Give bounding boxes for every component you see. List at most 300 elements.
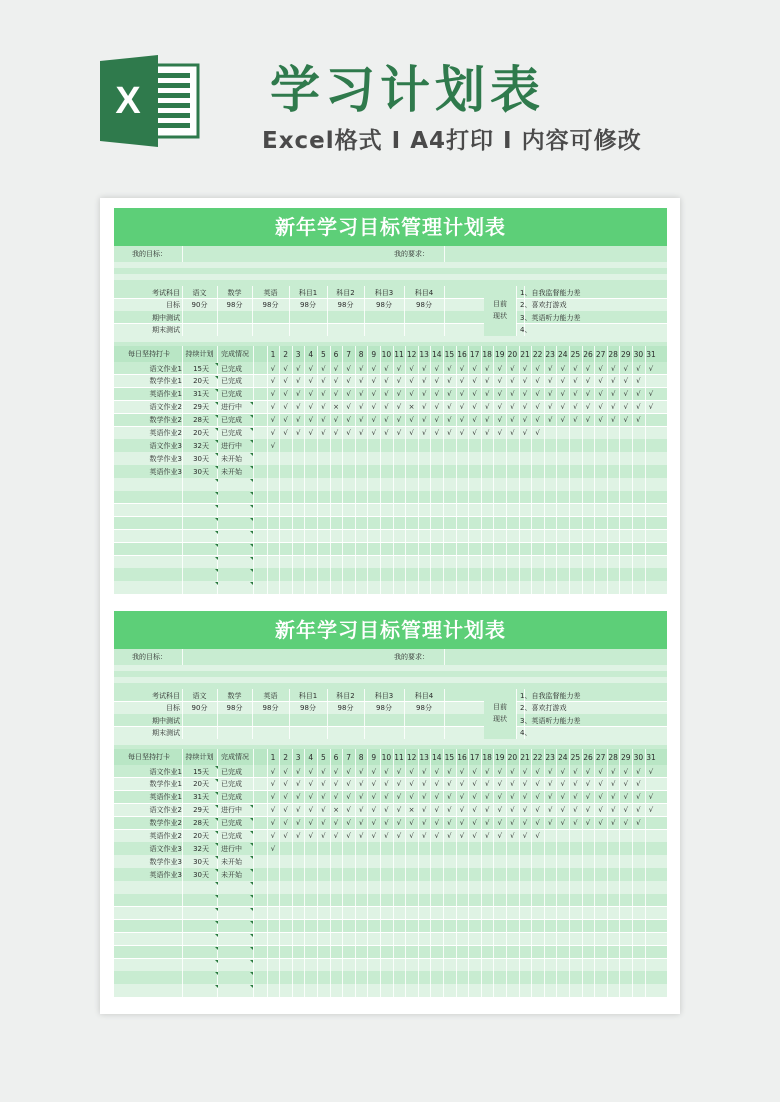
check-mark: √ [610,819,616,828]
task-status: 未开始 [221,870,242,879]
check-mark: √ [472,806,477,815]
target-label: 目标 [166,704,180,712]
check-mark: √ [346,767,351,776]
check-mark: √ [636,819,641,828]
subject-name: 科目3 [374,288,394,297]
check-mark: √ [510,832,515,840]
dropdown-marker[interactable] [250,818,253,821]
dropdown-marker[interactable] [215,389,218,392]
dropdown-marker[interactable] [215,921,218,924]
dropdown-marker[interactable] [250,428,253,431]
check-mark: √ [295,390,301,399]
check-mark: √ [396,416,402,425]
check-mark: √ [409,390,414,399]
check-mark: √ [270,441,276,450]
check-mark: √ [371,832,377,840]
check-mark: √ [321,403,326,412]
check-mark: √ [295,832,301,840]
check-mark: √ [308,364,314,373]
sheet-title: 新年学习目标管理计划表 [114,208,667,246]
target-score: 98分 [337,704,354,712]
day-number: 5 [321,349,326,359]
dropdown-marker[interactable] [250,882,253,885]
dropdown-marker[interactable] [215,453,218,456]
check-mark: √ [295,780,301,789]
day-number: 17 [469,349,480,359]
check-mark: √ [283,819,288,828]
check-mark: √ [421,767,427,776]
grid-row [114,971,667,984]
target-score: 98分 [226,301,243,309]
dropdown-marker[interactable] [215,818,218,821]
check-mark: √ [321,793,326,802]
task-name: 英语作业3 [149,467,182,476]
column-divider [444,649,445,665]
check-mark: √ [459,377,465,386]
check-mark: × [408,403,415,412]
target-score: 90分 [191,704,208,712]
dropdown-marker[interactable] [250,402,253,405]
task-status: 进行中 [221,806,242,815]
check-mark: √ [510,416,515,425]
task-duration: 32天 [193,844,209,853]
dropdown-marker[interactable] [250,518,253,521]
dropdown-marker[interactable] [250,479,253,482]
check-mark: √ [560,780,566,789]
check-mark: √ [560,819,566,828]
sheet-title: 新年学习目标管理计划表 [114,611,667,649]
check-mark: √ [333,429,339,437]
check-mark: √ [484,793,490,802]
check-mark: √ [283,806,288,815]
check-mark: √ [484,832,490,840]
check-mark: √ [547,403,553,412]
check-mark: √ [447,377,452,386]
dropdown-marker[interactable] [215,792,218,795]
day-number: 13 [419,349,429,359]
completion-header: 完成情况 [221,350,249,358]
dropdown-marker[interactable] [215,363,218,366]
check-mark: √ [434,793,440,802]
task-duration: 20天 [193,832,209,840]
check-mark: √ [283,793,288,802]
check-mark: √ [610,806,616,815]
dropdown-marker[interactable] [250,805,253,808]
dropdown-marker[interactable] [215,479,218,482]
day-number: 1 [270,752,276,762]
day-number: 25 [570,752,581,762]
dropdown-marker[interactable] [215,947,218,950]
dropdown-marker[interactable] [215,843,218,846]
target-score: 98分 [376,704,392,712]
check-mark: √ [371,390,377,399]
check-mark: √ [295,416,301,425]
check-mark: √ [598,364,603,373]
check-mark: √ [472,416,477,425]
check-mark: √ [497,429,503,437]
task-name: 数学作业2 [149,819,182,828]
dropdown-marker[interactable] [215,466,218,469]
dropdown-marker[interactable] [215,505,218,508]
check-mark: √ [409,416,414,425]
day-number: 19 [495,349,505,359]
check-mark: √ [346,364,351,373]
checkin-header: 每日坚持打卡 [128,753,170,761]
check-mark: √ [610,377,616,386]
task-status: 未开始 [221,454,242,463]
grid-row [114,727,667,740]
dropdown-marker[interactable] [250,505,253,508]
check-mark: √ [585,403,591,412]
dropdown-marker[interactable] [250,557,253,560]
check-mark: √ [560,793,566,802]
check-mark: √ [447,780,452,789]
dropdown-marker[interactable] [215,518,218,521]
task-duration: 15天 [193,364,209,373]
check-mark: √ [547,377,553,386]
dropdown-marker[interactable] [250,531,253,534]
check-mark: √ [283,390,288,399]
check-mark: √ [623,364,629,373]
check-mark: √ [270,832,276,840]
dropdown-marker[interactable] [250,466,253,469]
check-mark: √ [560,767,566,776]
midterm-label: 期中测试 [152,716,180,725]
dropdown-marker[interactable] [250,569,253,572]
check-mark: √ [270,403,276,412]
check-mark: √ [585,819,591,828]
check-mark: √ [623,377,629,386]
check-mark: √ [308,793,314,802]
status-item: 2、喜欢打游戏 [520,301,567,309]
check-mark: √ [472,390,477,399]
day-number: 22 [532,752,543,762]
check-mark: √ [358,429,364,437]
check-mark: √ [522,806,528,815]
final-label: 期末测试 [152,729,180,737]
task-name: 数学作业1 [149,377,182,386]
dropdown-marker[interactable] [215,869,218,872]
dropdown-marker[interactable] [250,492,253,495]
dropdown-marker[interactable] [215,766,218,769]
check-mark: √ [497,793,503,802]
check-mark: √ [308,819,314,828]
check-mark: √ [421,806,427,815]
check-mark: √ [371,806,377,815]
dropdown-marker[interactable] [250,985,253,988]
check-mark: √ [573,403,578,412]
check-mark: √ [396,429,402,437]
check-mark: √ [283,429,288,437]
page-subtitle: Excel格式 I A4打印 I 内容可修改 [262,128,642,154]
check-mark: √ [497,832,503,840]
dropdown-marker[interactable] [250,934,253,937]
dropdown-marker[interactable] [250,582,253,585]
task-status: 已完成 [221,390,242,399]
subject-name: 科目4 [414,691,434,700]
check-mark: √ [396,403,402,412]
check-mark: √ [497,416,503,425]
dropdown-marker[interactable] [250,960,253,963]
subject-name: 英语 [263,691,278,700]
dropdown-marker[interactable] [215,569,218,572]
dropdown-marker[interactable] [215,402,218,405]
check-mark: √ [636,403,641,412]
task-duration: 30天 [193,870,209,879]
check-mark: √ [535,819,540,828]
check-mark: √ [371,364,377,373]
target-score: 98分 [262,301,279,309]
row-divider [114,997,667,998]
dropdown-marker[interactable] [250,843,253,846]
check-mark: √ [497,390,503,399]
dropdown-marker[interactable] [215,779,218,782]
task-duration: 28天 [193,819,209,828]
grid-row [114,907,667,920]
task-name: 语文作业2 [149,403,182,412]
day-number: 28 [608,752,618,762]
dropdown-marker[interactable] [250,440,253,443]
target-score: 98分 [376,301,392,309]
check-mark: √ [573,806,578,815]
check-mark: √ [333,364,339,373]
check-mark: √ [396,780,402,789]
final-label: 期末测试 [152,326,180,334]
status-label-2: 现状 [493,715,507,723]
check-mark: √ [510,767,515,776]
check-mark: √ [510,364,515,373]
dropdown-marker[interactable] [215,972,218,975]
my-requirement-label: 我的要求： [394,250,429,258]
check-mark: √ [535,832,540,840]
check-mark: √ [547,767,553,776]
task-duration: 31天 [193,390,209,399]
check-mark: √ [535,793,540,802]
check-mark: √ [472,364,477,373]
dropdown-marker[interactable] [215,960,218,963]
check-mark: √ [585,416,591,425]
task-duration: 15天 [193,767,209,776]
day-number: 29 [621,349,631,359]
dropdown-marker[interactable] [250,972,253,975]
check-mark: √ [623,806,629,815]
day-number: 23 [545,349,555,359]
task-status: 已完成 [221,819,242,828]
check-mark: √ [535,377,540,386]
check-mark: √ [610,403,616,412]
check-mark: √ [598,403,603,412]
check-mark: √ [358,416,364,425]
day-number: 3 [295,752,301,762]
check-mark: √ [560,403,566,412]
grid-row [114,478,667,491]
check-mark: √ [321,429,326,437]
grid-row [114,568,667,581]
dropdown-marker[interactable] [250,544,253,547]
dropdown-marker[interactable] [250,895,253,898]
dropdown-marker[interactable] [215,934,218,937]
check-mark: √ [434,780,440,789]
dropdown-marker[interactable] [250,831,253,834]
day-number: 15 [444,349,455,359]
plan-sheet-2 [114,611,667,1004]
check-mark: √ [346,429,351,437]
check-mark: √ [358,780,364,789]
task-status: 未开始 [221,467,242,476]
check-mark: √ [384,806,389,815]
dropdown-marker[interactable] [215,531,218,534]
check-mark: √ [484,780,490,789]
check-mark: √ [409,429,414,437]
dropdown-marker[interactable] [215,908,218,911]
check-mark: √ [547,793,553,802]
day-number: 30 [633,349,644,359]
check-mark: √ [321,806,326,815]
check-mark: √ [384,780,389,789]
check-mark: √ [321,416,326,425]
task-status: 已完成 [221,429,242,437]
status-item: 1、自我监督能力差 [520,691,581,700]
check-mark: √ [371,767,377,776]
dropdown-marker[interactable] [250,856,253,859]
target-score: 90分 [191,301,208,309]
task-name: 英语作业1 [149,390,182,399]
check-mark: √ [497,403,503,412]
dropdown-marker[interactable] [215,544,218,547]
dropdown-marker[interactable] [215,440,218,443]
check-mark: √ [346,832,351,840]
task-name: 语文作业3 [149,844,182,853]
dropdown-marker[interactable] [250,921,253,924]
check-mark: √ [623,403,629,412]
task-duration: 32天 [193,441,209,450]
check-mark: √ [409,377,414,386]
day-number: 4 [308,752,314,762]
check-mark: √ [371,780,377,789]
dropdown-marker[interactable] [215,376,218,379]
dropdown-marker[interactable] [215,831,218,834]
status-item: 2、喜欢打游戏 [520,704,567,712]
check-mark: √ [384,364,389,373]
dropdown-marker[interactable] [215,557,218,560]
check-mark: √ [358,806,364,815]
check-mark: √ [358,819,364,828]
check-mark: √ [623,819,629,828]
check-mark: √ [295,377,301,386]
status-item: 4、 [520,326,532,334]
day-number: 26 [583,349,593,359]
dropdown-marker[interactable] [250,453,253,456]
dropdown-marker[interactable] [215,492,218,495]
check-mark: √ [409,819,414,828]
page-title: 学习计划表 [270,61,545,119]
task-duration: 29天 [193,806,209,815]
grid-row [114,311,667,324]
check-mark: √ [573,819,578,828]
grid-row [114,894,667,907]
task-name: 英语作业1 [149,793,182,802]
check-mark: √ [447,832,452,840]
day-number: 6 [333,349,339,359]
dropdown-marker[interactable] [215,428,218,431]
dropdown-marker[interactable] [215,895,218,898]
check-mark: √ [636,364,641,373]
check-mark: √ [636,390,641,399]
check-mark: √ [409,780,414,789]
check-mark: √ [384,429,389,437]
task-duration: 31天 [193,793,209,802]
check-mark: √ [459,767,465,776]
check-mark: √ [484,377,490,386]
column-divider [253,749,254,997]
dropdown-marker[interactable] [215,856,218,859]
check-mark: √ [535,416,540,425]
check-mark: √ [497,819,503,828]
dropdown-marker[interactable] [215,415,218,418]
task-name: 英语作业3 [149,870,182,879]
check-mark: √ [358,364,364,373]
check-mark: √ [636,767,641,776]
dropdown-marker[interactable] [250,947,253,950]
grid-row [114,517,667,530]
target-score: 98分 [300,704,316,712]
check-mark: √ [270,767,276,776]
midterm-label: 期中测试 [152,313,180,322]
day-number: 22 [532,349,543,359]
dropdown-marker[interactable] [250,908,253,911]
dropdown-marker[interactable] [215,805,218,808]
dropdown-marker[interactable] [215,882,218,885]
sheet-grid [114,649,667,1004]
dropdown-marker[interactable] [250,869,253,872]
check-mark: √ [623,780,629,789]
check-mark: √ [308,377,314,386]
grid-row [114,246,667,262]
subject-name: 科目3 [374,691,394,700]
dropdown-marker[interactable] [215,985,218,988]
duration-header: 持续计划 [185,350,214,358]
check-mark: √ [648,403,654,412]
check-mark: √ [295,364,301,373]
column-divider [516,286,517,336]
check-mark: √ [522,416,528,425]
check-mark: √ [573,416,578,425]
check-mark: √ [384,390,389,399]
check-mark: √ [560,377,566,386]
check-mark: √ [396,364,402,373]
subject-label: 考试科目 [152,691,180,700]
check-mark: √ [434,403,440,412]
status-label-1: 目前 [493,703,507,711]
check-mark: √ [283,767,288,776]
day-number: 18 [482,349,492,359]
day-number: 28 [608,349,618,359]
my-goal-label: 我的目标： [132,250,167,258]
grid-row [114,491,667,504]
day-number: 2 [283,752,288,762]
dropdown-marker[interactable] [250,415,253,418]
check-mark: √ [636,416,641,425]
dropdown-marker[interactable] [215,582,218,585]
day-number: 8 [358,349,364,359]
check-mark: √ [321,780,326,789]
check-mark: √ [573,780,578,789]
excel-icon [100,55,200,147]
grid-row [114,959,667,972]
task-name: 语文作业2 [149,806,182,815]
check-mark: √ [522,429,528,437]
check-mark: √ [346,806,351,815]
